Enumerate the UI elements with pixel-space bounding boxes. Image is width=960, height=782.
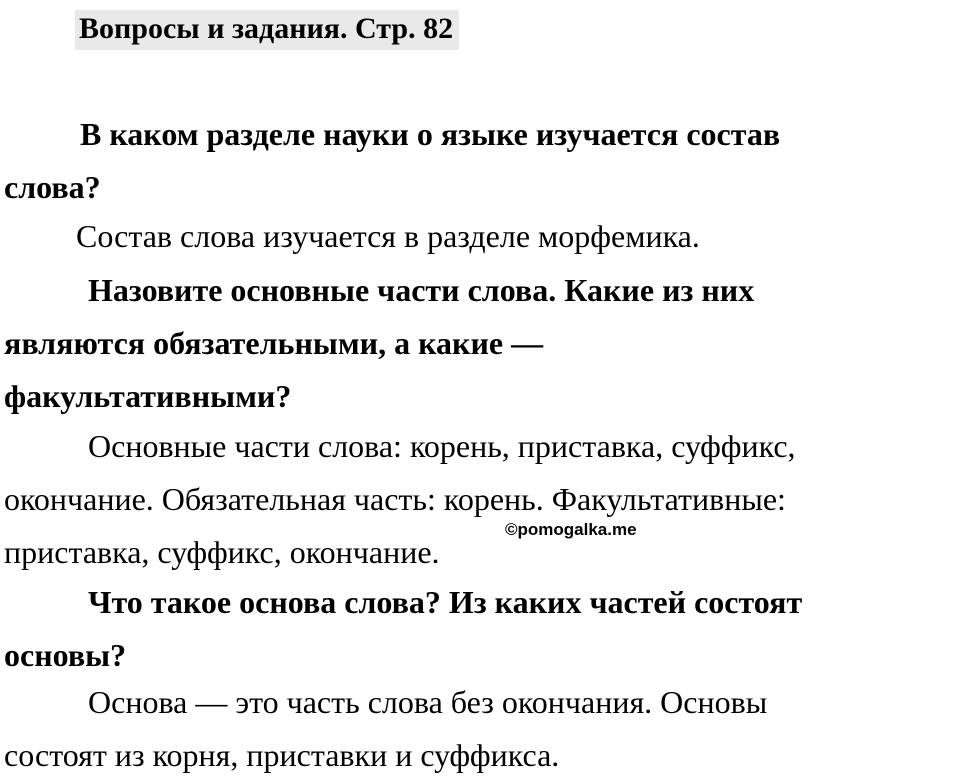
answer-3-line-1: Основа — это часть слова без окончания. Основы	[88, 684, 768, 720]
answer-2-line-2: окончание. Обязательная часть: корень. Факультативные:	[4, 481, 786, 517]
question-2-line-3: факультативными?	[4, 378, 292, 414]
question-3-line-1: Что такое основа слова? Из каких частей состоят	[88, 584, 803, 620]
answer-1	[4, 210, 960, 263]
watermark: ©pomogalka.me	[505, 520, 637, 539]
question-3	[4, 576, 960, 682]
question-1	[4, 108, 960, 214]
question-2	[4, 264, 960, 423]
question-2-line-2: являются обязательными, а какие —	[4, 325, 544, 361]
answer-3	[4, 676, 960, 782]
page-title-highlight	[75, 10, 459, 50]
page-title: Вопросы и задания. Стр. 82	[79, 12, 454, 45]
answer-3-line-2: состоят из корня, приставки и суффикса.	[4, 737, 560, 773]
answer-1-line-1: Состав слова изучается в разделе морфемика.	[76, 218, 700, 254]
answer-2-line-3: приставка, суффикс, окончание.	[4, 534, 440, 570]
question-1-line-2: слова?	[4, 169, 101, 205]
question-3-line-2: основы?	[4, 637, 127, 673]
question-2-line-1: Назовите основные части слова. Какие из них	[88, 272, 755, 308]
answer-2-line-1: Основные части слова: корень, приставка, суффикс,	[88, 428, 796, 464]
question-1-line-1: В каком разделе науки о языке изучается состав	[80, 116, 781, 152]
answer-2	[4, 420, 960, 579]
